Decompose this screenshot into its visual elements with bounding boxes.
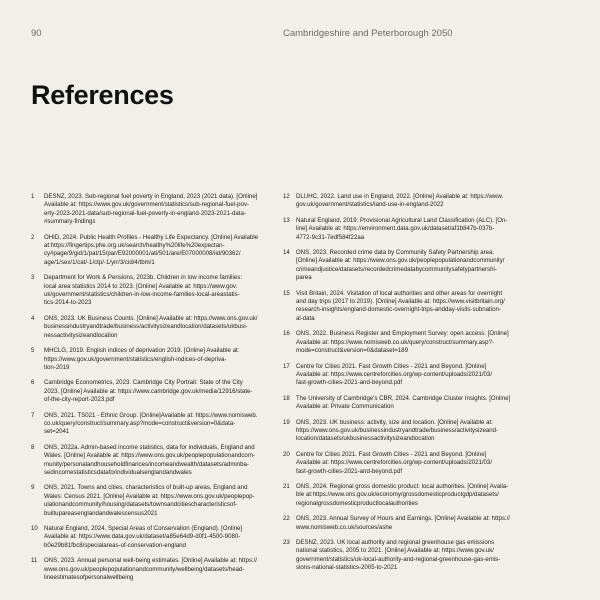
reference-number: 23 bbox=[283, 539, 290, 546]
reference-line: regionalgrossdomesticproductlocalauthorities bbox=[296, 499, 418, 507]
reference-line: uk/government/statistics/children-in-low-income-families-local-areastatis- bbox=[44, 291, 240, 299]
reference-line: ble at:https://www.ons.gov.uk/economy/grossdomesticproductgdp/datasets/ bbox=[296, 491, 499, 499]
reference-line: cy#page/9/gid/1/pat/15/par/E92000001/ati/501/are/E07000008/iid/90362/ bbox=[44, 250, 241, 258]
reference-line: ONS, 2023. Recorded crime data by Community Safety Partnership area. bbox=[296, 249, 495, 257]
reference-line: Natural England, 2024. Special Areas of Conservation (England). [Online] bbox=[44, 525, 243, 532]
reference-line: Visit Britain, 2024. Visitation of local authorities and other areas for overnight bbox=[296, 289, 503, 297]
reference-text bbox=[44, 234, 273, 268]
reference-line: ONS, 2023. Annual Survey of Hours and Earnings. [Online] Available at: https:// bbox=[296, 515, 510, 523]
reference-text bbox=[296, 330, 525, 355]
reference-line: national statistics, 2005 to 2021. [Online] Available at: https://www.gov.uk/ bbox=[296, 547, 494, 555]
reference-line: https://www.gov.uk/government/statistics/english-indices-of-depriva- bbox=[44, 355, 227, 363]
reference-number: 1 bbox=[31, 193, 35, 200]
reference-line: nessactivitysizeandlocation bbox=[44, 331, 118, 339]
reference-line: Available at: https://www.centreforcities.org/wp-content/uploads/2021/03/ bbox=[296, 459, 493, 467]
reference-number: 14 bbox=[283, 249, 290, 257]
reference-item bbox=[31, 557, 273, 582]
references-left-column bbox=[31, 193, 273, 589]
reference-line: 2023. [Online] Available at: https://www.cambridge.gov.uk/media/12916/state- bbox=[44, 387, 253, 395]
reference-line: DLUHC, 2022. Land use in England, 2022. [Online] Available at: https://www. bbox=[296, 193, 504, 200]
reference-line: lineestimatesofpersonalwellbeing bbox=[44, 574, 134, 582]
reference-line: ONS, 2022a. Admin-based income statistics, data for individuals, England and bbox=[44, 443, 255, 451]
reference-line: age/1/sex/1/cat/-1/ctp/-1/yrr/3/cid/4/tbm/1 bbox=[44, 258, 155, 266]
reference-line: www.nomisweb.co.uk/sources/ashe bbox=[296, 523, 393, 531]
reference-item bbox=[283, 290, 525, 324]
reference-item bbox=[31, 315, 273, 340]
reference-line: ONS, 2021. TS021 - Ethnic Group. [Online]Available at: https://www.nomisweb. bbox=[44, 411, 258, 419]
reference-item bbox=[31, 484, 273, 518]
reference-line: builtupareasenglandandwalescensus2021 bbox=[44, 509, 158, 517]
reference-line: ONS, 2021. Towns and cities, characteristics of built-up areas, England and bbox=[44, 484, 248, 492]
reference-line: gov.uk/government/statistics/land-use-in-england-2022 bbox=[296, 201, 444, 209]
reference-text bbox=[44, 412, 273, 437]
reference-item bbox=[283, 451, 525, 476]
reference-text bbox=[44, 444, 273, 478]
reference-line: https://www.ons.gov.uk/businessindustryandtrade/business/activitysizeand- bbox=[296, 426, 499, 434]
reference-text bbox=[44, 557, 273, 582]
reference-line: OHID, 2024. Public Health Profiles - Healthy Life Expectancy. [Online] Available bbox=[44, 233, 259, 241]
reference-item bbox=[283, 330, 525, 355]
reference-number: 5 bbox=[31, 347, 35, 355]
reference-line: www.ons.gov.uk/peoplepopulationandcommunity/wellbeing/datasets/head- bbox=[44, 565, 245, 573]
reference-number: 6 bbox=[31, 379, 35, 387]
reference-line: mode=construct&version=0&dataset=189 bbox=[296, 347, 408, 355]
reference-text bbox=[44, 193, 273, 227]
reference-item bbox=[283, 249, 525, 283]
reference-number: 15 bbox=[283, 289, 290, 297]
reference-text bbox=[44, 315, 273, 340]
reference-text bbox=[296, 539, 525, 573]
reference-number: 11 bbox=[31, 557, 38, 565]
reference-number: 20 bbox=[283, 450, 290, 458]
reference-line: sedincomestatisticsdataforindividualsenglandandwales bbox=[44, 468, 192, 476]
reference-line: DESNZ, 2023. UK local authority and regional greenhouse gas emissions bbox=[296, 539, 495, 546]
reference-number: 13 bbox=[283, 216, 290, 224]
reference-line: ONS, 2023. Annual personal well-being estimates. [Online] Available at: https:// bbox=[44, 557, 257, 565]
reference-number: 10 bbox=[31, 525, 38, 532]
reference-line: ONS, 2022. Business Register and Employment Survey: open access. [Online] bbox=[296, 330, 509, 338]
reference-line: Centre for Cities 2021. Fast Growth Cities - 2021 and Beyond. [Online] bbox=[296, 362, 487, 370]
reference-item bbox=[31, 234, 273, 268]
reference-line: The University of Cambridge's CBR, 2024. Cambridge Cluster Insights. [Online] bbox=[296, 394, 511, 402]
reference-item bbox=[283, 193, 525, 210]
reference-text bbox=[296, 249, 525, 283]
reference-line: Natural England, 2019. Provisional Agricultural Land Classification (ALC). [On- bbox=[296, 216, 508, 224]
reference-line: ONS, 2023. UK Business Counts. [Online] Available at: https://www.ons.gov.uk/ bbox=[44, 314, 258, 322]
reference-text bbox=[296, 363, 525, 388]
reference-number: 7 bbox=[31, 411, 35, 419]
reference-line: al-data bbox=[296, 314, 315, 322]
reference-line: ulationandcommunity/housing/datasets/townsandcitiescharacteristicsof- bbox=[44, 501, 238, 509]
reference-text bbox=[296, 217, 525, 242]
page-title: References bbox=[31, 80, 174, 110]
reference-number: 4 bbox=[31, 314, 35, 322]
reference-line: sions-national-statistics-2005-to-2021 bbox=[296, 564, 398, 572]
reference-item bbox=[283, 539, 525, 573]
reference-number: 21 bbox=[283, 482, 290, 490]
reference-line: Available at: https://www.nomisweb.co.uk/query/construct/summary.asp?- bbox=[296, 338, 494, 346]
reference-line: businessindustryandtrade/business/activitysizeandlocation/datasets/ukbusi- bbox=[44, 323, 248, 331]
reference-line: local area statistics 2014 to 2023. [Online] Available at: https://www.gov. bbox=[44, 282, 238, 290]
page-number: 90 bbox=[31, 28, 42, 39]
reference-line: Available at: https://www.data.gov.uk/dataset/a85e64d9-d0f1-4500-9080- bbox=[44, 533, 241, 541]
reference-item bbox=[283, 483, 525, 508]
reference-line: and day trips (2017 to 2019). [Online] Available at: https://www.visitbritain.org/ bbox=[296, 298, 505, 306]
reference-line: at:https://fingertips.phe.org.uk/search/healthy%20life%20expectan- bbox=[44, 242, 225, 250]
reference-line: Available at: https://www.centreforcities.org/wp-content/uploads/2021/03/ bbox=[296, 370, 493, 378]
reference-line: Department for Work & Pensions, 2023b. Children in low income families: bbox=[44, 274, 243, 282]
reference-line: Wales: Census 2021. [Online] Available at: https://www.ons.gov.uk/peoplepop- bbox=[44, 492, 255, 500]
reference-line: b0e29b81fbc8/specialareas-of-conservation-england bbox=[44, 541, 186, 549]
reference-item bbox=[31, 379, 273, 404]
reference-number: 16 bbox=[283, 330, 290, 338]
reference-line: fast-growth-cities-2021-and-beyond.pdf bbox=[296, 467, 403, 475]
reference-line: ONS, 2023. UK business: activity, size and location. [Online] Available at: bbox=[296, 418, 493, 426]
reference-item bbox=[31, 347, 273, 372]
reference-line: crimeandjustice/datasets/recordedcrimedatabycommunitysafetypartnershi- bbox=[296, 265, 497, 273]
reference-item bbox=[31, 525, 273, 550]
reference-number: 17 bbox=[283, 362, 290, 370]
reference-line: tion-2019 bbox=[44, 363, 70, 371]
reference-number: 3 bbox=[31, 274, 35, 282]
reference-line: DESNZ, 2023. Sub-regional fuel poverty in England, 2023 (2021 data). [Online] bbox=[44, 193, 258, 200]
reference-line: line] Available at: https://environment.data.gov.uk/dataset/af1b847b-037b- bbox=[296, 225, 495, 233]
reference-item bbox=[31, 274, 273, 308]
reference-line: fast-growth-cities-2021-and-beyond.pdf bbox=[296, 379, 403, 387]
reference-line: location/datasets/ukbusinessactivitysizeandlocation bbox=[296, 435, 435, 443]
reference-line: Centre for Cities 2021. Fast Growth Cities - 2021 and Beyond. [Online] bbox=[296, 450, 487, 458]
reference-number: 18 bbox=[283, 394, 290, 402]
reference-item bbox=[283, 363, 525, 388]
reference-item bbox=[31, 193, 273, 227]
reference-line: MHCLG, 2019. English indices of deprivation 2019. [Online] Available at: bbox=[44, 347, 240, 355]
reference-text bbox=[296, 451, 525, 476]
reference-line: parea bbox=[296, 274, 312, 282]
reference-number: 22 bbox=[283, 515, 290, 523]
reference-text bbox=[296, 193, 525, 210]
reference-number: 19 bbox=[283, 418, 290, 426]
reference-line: #summary-findings bbox=[44, 218, 96, 226]
reference-item bbox=[283, 395, 525, 412]
reference-line: of-the-city-report-2023.pdf bbox=[44, 396, 115, 404]
reference-text bbox=[44, 274, 273, 308]
reference-line: Wales. [Online] Available at: https://www.ons.gov.uk/peoplepopulationandcom- bbox=[44, 452, 255, 460]
reference-number: 12 bbox=[283, 193, 290, 200]
running-title: Cambridgeshire and Peterborough 2050 bbox=[283, 28, 453, 39]
reference-item bbox=[31, 444, 273, 478]
reference-line: Available at: Private Communication bbox=[296, 403, 394, 411]
reference-text bbox=[44, 347, 273, 372]
reference-line: Cambridge Econometrics, 2023. Cambridge City Portrait: State of the City bbox=[44, 379, 243, 387]
reference-text bbox=[296, 395, 525, 412]
reference-number: 9 bbox=[31, 484, 35, 492]
reference-text bbox=[44, 525, 273, 550]
reference-text bbox=[296, 483, 525, 508]
reference-text bbox=[296, 290, 525, 324]
reference-number: 8 bbox=[31, 443, 35, 451]
reference-text bbox=[296, 419, 525, 444]
reference-line: set=2041 bbox=[44, 428, 70, 436]
reference-line: ONS, 2024. Regional gross domestic product: local authorities. [Online] Availa- bbox=[296, 482, 509, 490]
reference-text bbox=[296, 515, 525, 532]
reference-line: tics-2014-to-2023 bbox=[44, 299, 92, 307]
reference-line: erty-2023-2021-data/sub-regional-fuel-poverty-in-england-2023-2021-data- bbox=[44, 209, 246, 217]
reference-text bbox=[44, 484, 273, 518]
reference-item bbox=[283, 419, 525, 444]
reference-line: research-insights/england-domestic-overnight-trips-andday-visits-subnation- bbox=[296, 306, 501, 314]
reference-line: government/statistics/uk-local-authority-and-regional-greenhouse-gas-emis- bbox=[296, 555, 501, 563]
reference-text bbox=[44, 379, 273, 404]
reference-line: co.uk/query/construct/summary.asp?mode=construct&version=0&data- bbox=[44, 419, 236, 427]
reference-item bbox=[31, 412, 273, 437]
reference-item bbox=[283, 217, 525, 242]
references-right-column bbox=[283, 193, 525, 580]
reference-item bbox=[283, 515, 525, 532]
reference-line: [Online] Available at: https://www.ons.gov.uk/peoplepopulationandcommunity/ bbox=[296, 257, 505, 265]
reference-line: 4772-9c31-7edf584f22aa bbox=[296, 233, 365, 241]
reference-line: munity/personalandhouseholdfinances/incomeandwealth/datasets/adminba- bbox=[44, 460, 249, 468]
reference-number: 2 bbox=[31, 233, 35, 241]
reference-line: Available at: https://www.gov.uk/government/statistics/sub-regional-fuel-pov- bbox=[44, 201, 250, 209]
